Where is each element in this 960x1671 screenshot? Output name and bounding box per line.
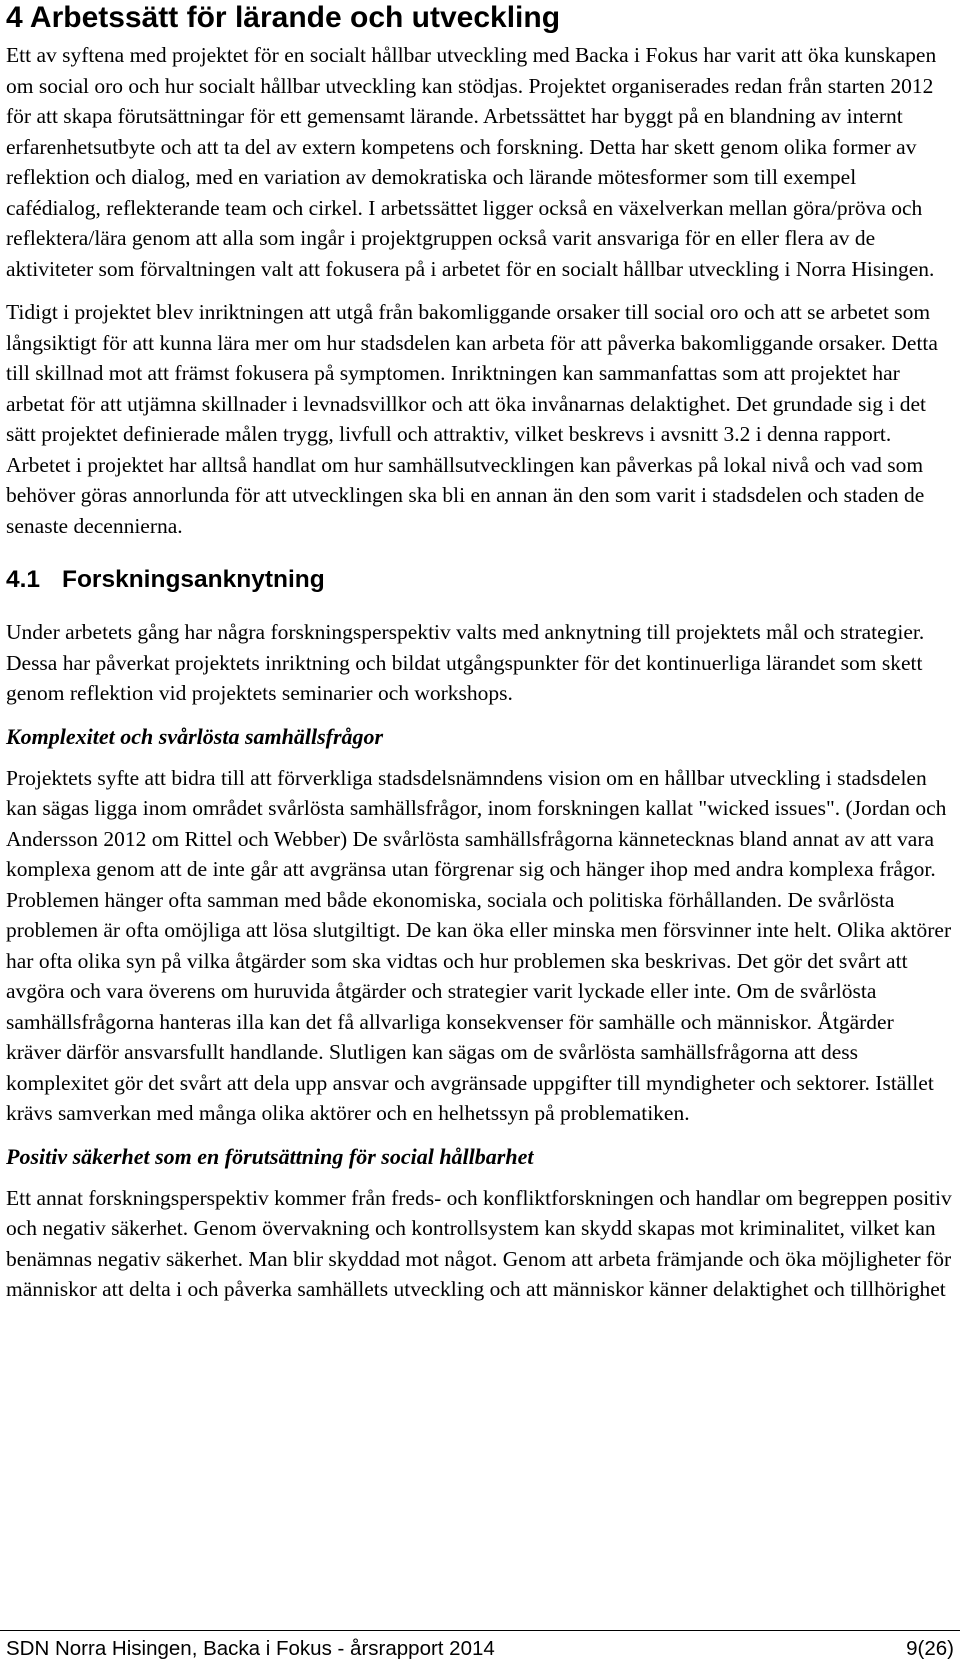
subsection-title: Forskningsanknytning: [62, 566, 325, 593]
subsection-heading: [6, 565, 954, 595]
section-paragraph-1: Ett av syftena med projektet för en socialt hållbar utveckling med Backa i Fokus har varit att öka kunskapen om social oro och hur socialt hållbar utveckling kan stödjas. Projektet organiserades redan från starten 2012 för att skapa förutsättningar för ett gemensamt lärande. Arbetssättet har byggt på en blandning av internt erfarenhetsutbyte och att ta del av extern kompetens och forskning. Detta har skett genom olika former av reflektion och dialog, med en variation av demokratiska och lärande mötesformer som till exempel cafédialog, reflekterande team och cirkel. I arbetssättet ligger också en växelverkan mellan göra/pröva och reflektera/lära genom att alla som ingår i projektgruppen också varit ansvariga för en eller flera av de aktiviteter som förvaltningen valt att fokusera på i arbetet för en socialt hållbar utveckling i Norra Hisingen.: [6, 43, 937, 281]
document-page: [6, 0, 954, 1305]
topic-paragraph-positive-security: Ett annat forskningsperspektiv kommer från freds- och konfliktforskningen och handlar om begreppen positiv och negativ säkerhet. Genom övervakning och kontrollsystem kan skydd skapas mot kriminalitet, vilket kan benämnas negativ säkerhet. Man blir skyddad mot något. Genom att arbeta främjande och öka möjligheter för människor att delta i och påverka samhällets utveckling och att människor känner delaktighet och tillhörighet: [6, 1185, 952, 1301]
section-heading: 4 Arbetssätt för lärande och utveckling: [6, 1, 561, 34]
topic-heading-complexity: Komplexitet och svårlösta samhällsfrågor: [6, 723, 384, 749]
footer-report-title: SDN Norra Hisingen, Backa i Fokus - årsrapport 2014: [6, 1637, 495, 1660]
footer-page-number: 9(26): [906, 1637, 954, 1660]
footer-divider: [0, 1630, 960, 1631]
subsection-intro: Under arbetets gång har några forskningsperspektiv valts med anknytning till projektets mål och strategier. Dessa har påverkat projektets inriktning och bildat utgångspunkter för det kontinuerliga lärandet som skett genom reflektion vid projektets seminarier och workshops.: [6, 620, 925, 705]
subsection-number: 4.1: [6, 566, 41, 593]
page-footer: [6, 1636, 954, 1662]
topic-heading-positive-security: Positiv säkerhet som en förutsättning för social hållbarhet: [6, 1143, 534, 1169]
section-paragraph-2: Tidigt i projektet blev inriktningen att utgå från bakomliggande orsaker till social oro och att se arbetet som långsiktigt för att kunna lära mer om hur stadsdelen kan arbeta för att påverka bakomliggande orsaker. Detta till skillnad mot att främst fokusera på symptomen. Inriktningen kan sammanfattas som att projektet har arbetat för att utjämna skillnader i levnadsvillkor och att öka invånarnas delaktighet. Det grundade sig i det sätt projektet definierade målen trygg, livfull och attraktiv, vilket beskrevs i avsnitt 3.2 i denna rapport. Arbetet i projektet har alltså handlat om hur samhällsutvecklingen kan påverkas på lokal nivå och vad som behöver göras annorlunda för att utvecklingen ska bli en annan än den som varit i stadsdelen och staden de senaste decennierna.: [6, 300, 938, 538]
topic-paragraph-complexity: Projektets syfte att bidra till att förverkliga stadsdelsnämndens vision om en hållbar utveckling i stadsdelen kan sägas ligga inom området svårlösta samhällsfrågor, inom forskningen kallat "wicked issues". (Jordan och Andersson 2012 om Rittel och Webber) De svårlösta samhällsfrågorna kännetecknas bland annat av att vara komplexa genom att de inte går att avgränsa utan förgrenar sig och hänger ihop med andra komplexa frågor. Problemen hänger ofta samman med både ekonomiska, sociala och politiska förhållanden. De svårlösta problemen är ofta omöjliga att lösa slutgiltigt. De kan öka eller minska men försvinner inte helt. Olika aktörer har ofta olika syn på vilka åtgärder som ska vidtas och hur problemen ska beskrivas. Det gör det svårt att avgöra och vara överens om huruvida åtgärder och strategier varit lyckade eller inte. Om de svårlösta samhällsfrågorna hanteras illa kan det få allvarliga konsekvenser för samhälle och människor. Åtgärder kräver därför ansvarsfullt handlande. Slutligen kan sägas om de svårlösta samhällsfrågorna att dess komplexitet gör det svårt att dela upp ansvar och avgränsade uppgifter till myndigheter och sektorer. Istället krävs samverkan med många olika aktörer och en helhetssyn på problematiken.: [6, 765, 952, 1125]
